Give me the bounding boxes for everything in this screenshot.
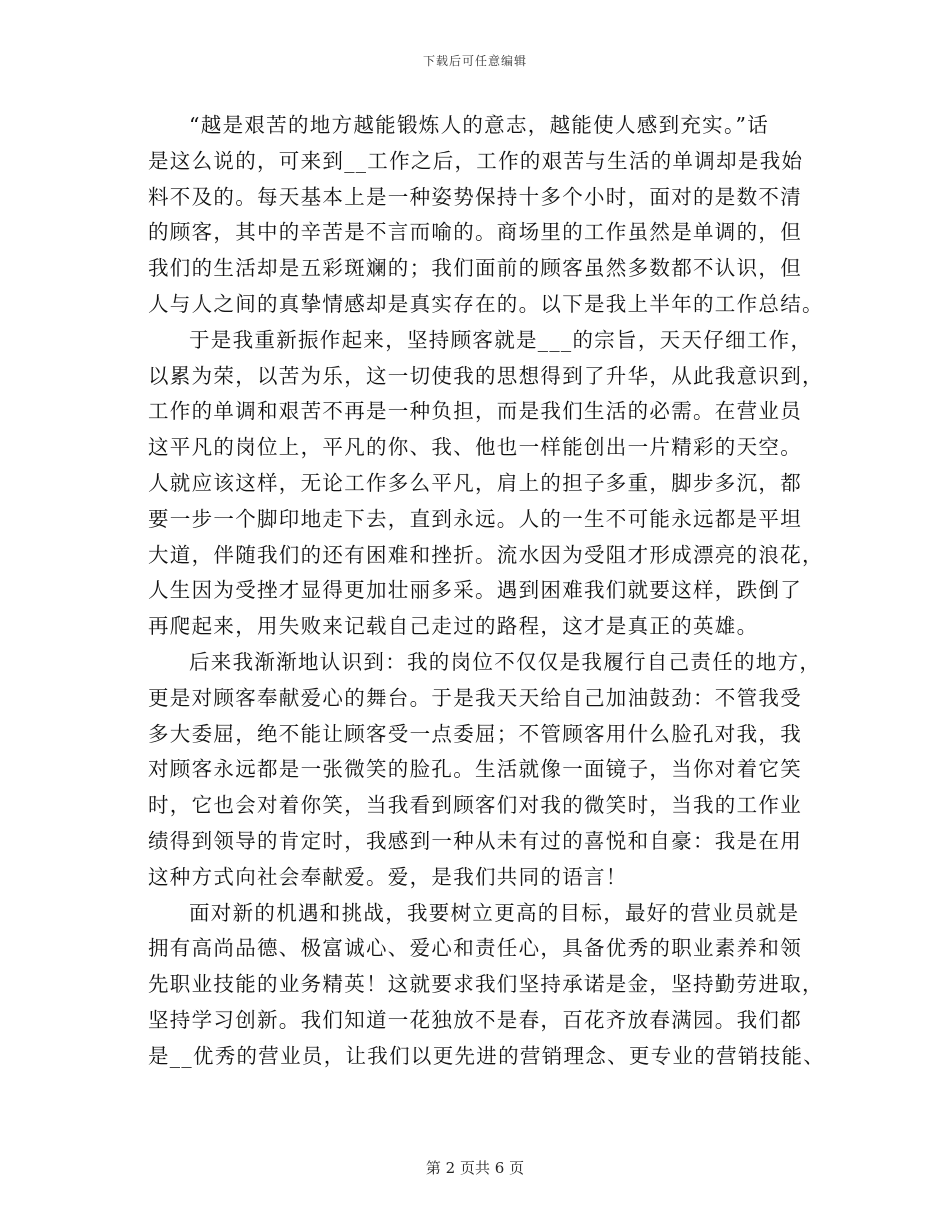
text-line: 多大委屈，绝不能让顾客受一点委屈；不管顾客用什么脸孔对我，我 <box>148 721 802 746</box>
page-footer: 第 2 页共 6 页 <box>425 1159 525 1177</box>
text-line: 拥有高尚品德、极富诚心、爱心和责任心，具备优秀的职业素养和领 <box>148 936 802 961</box>
document-body <box>148 108 826 1075</box>
text-line: 料不及的。每天基本上是一种姿势保持十多个小时，面对的是数不清 <box>148 184 802 209</box>
text-line: 工作的单调和艰苦不再是一种负担，而是我们生活的必需。在营业员 <box>148 399 802 424</box>
text-line: “越是艰苦的地方越能锻炼人的意志，越能使人感到充实。”话 <box>189 113 770 137</box>
text-line: 是这么说的，可来到__工作之后，工作的艰苦与生活的单调却是我始 <box>148 148 804 173</box>
text-line: 人就应该这样，无论工作多么平凡，肩上的担子多重，脚步多沉，都 <box>148 470 802 495</box>
page-header: 下载后可任意编辑 <box>422 54 527 68</box>
text-line: 时，它也会对着你笑，当我看到顾客们对我的微笑时，当我的工作业 <box>148 793 802 818</box>
text-line: 面对新的机遇和挑战，我要树立更高的目标，最好的营业员就是 <box>189 900 800 925</box>
text-line: 这平凡的岗位上，平凡的你、我、他也一样能创出一片精彩的天空。 <box>148 435 802 460</box>
text-line: 这种方式向社会奉献爱。爱，是我们共同的语言！ <box>148 864 628 889</box>
text-line: 我们的生活却是五彩斑斓的；我们面前的顾客虽然多数都不认识，但 <box>148 256 802 281</box>
text-line: 于是我重新振作起来，坚持顾客就是___的宗旨，天天仔细工作， <box>189 327 813 352</box>
text-line: 要一步一个脚印地走下去，直到永远。人的一生不可能永远都是平坦 <box>148 506 802 531</box>
text-line: 人与人之间的真挚情感却是真实存在的。以下是我上半年的工作总结。 <box>148 291 824 316</box>
text-line: 坚持学习创新。我们知道一花独放不是春，百花齐放春满园。我们都 <box>148 1007 802 1032</box>
text-line: 对顾客永远都是一张微笑的脸孔。生活就像一面镜子，当你对着它笑 <box>148 757 802 782</box>
text-line: 后来我渐渐地认识到：我的岗位不仅仅是我履行自己责任的地方， <box>189 649 822 674</box>
text-line: 是__优秀的营业员，让我们以更先进的营销理念、更专业的营销技能、 <box>148 1043 826 1068</box>
text-line: 大道，伴随我们的还有困难和挫折。流水因为受阻才形成漂亮的浪花， <box>148 542 824 567</box>
text-line: 先职业技能的业务精英！这就要求我们坚持承诺是金，坚持勤劳进取， <box>148 972 824 997</box>
text-line: 的顾客，其中的辛苦是不言而喻的。商场里的工作虽然是单调的，但 <box>148 220 802 245</box>
text-line: 再爬起来，用失败来记载自己走过的路程，这才是真正的英雄。 <box>148 614 759 639</box>
text-line: 以累为荣，以苦为乐，这一切使我的思想得到了升华，从此我意识到， <box>148 363 824 388</box>
text-line: 绩得到领导的肯定时，我感到一种从未有过的喜悦和自豪：我是在用 <box>148 828 802 853</box>
text-line: 人生因为受挫才显得更加壮丽多采。遇到困难我们就要这样，跌倒了 <box>148 578 802 603</box>
text-line: 更是对顾客奉献爱心的舞台。于是我天天给自己加油鼓劲：不管我受 <box>148 685 802 710</box>
